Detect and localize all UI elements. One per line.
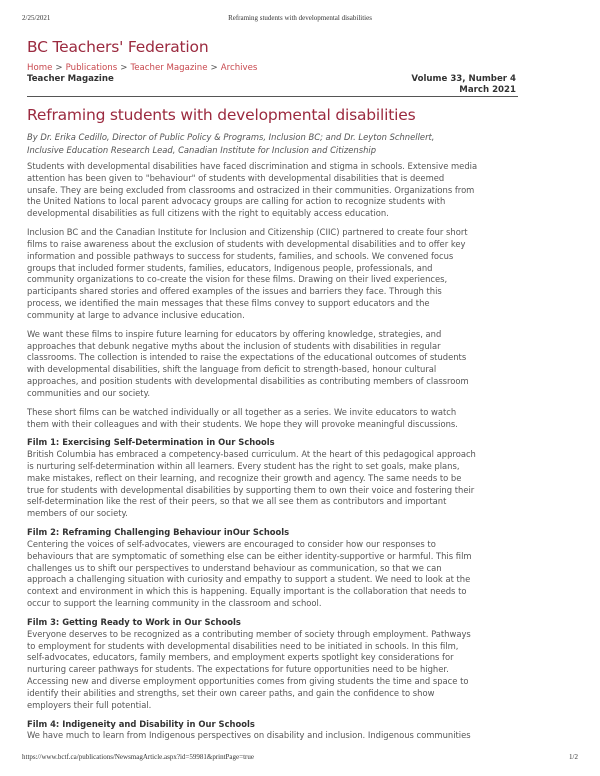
paragraph-line: employers their full potential. — [27, 699, 152, 710]
paragraph-line: with developmental disabilities, shift the language from deficit to strength-based, honour cultural — [27, 364, 437, 375]
film-heading: Film 3: Getting Ready to Work in Our Schools — [27, 617, 241, 628]
paragraph-line: behaviours that are symptomatic of something else can be either identity-supportive or harmful. This film — [27, 550, 472, 561]
byline — [27, 131, 434, 156]
breadcrumb — [27, 63, 257, 74]
paragraph-line: identify their abilities and strengths, set their own career paths, and gain the confidence to show — [27, 687, 435, 698]
paragraph-line: developmental disabilities as full citizens with the right to equitably access education. — [27, 208, 389, 219]
paragraph-line: approach a challenging situation with curiosity and empathy to support a student. We need to look at the — [27, 574, 471, 585]
paragraph-line: self-advocates, educators, family members, and employment experts spotlight key considerations for — [27, 652, 454, 663]
paragraph-line: British Columbia has embraced a competency-based curriculum. At the heart of this pedagogical approach — [27, 449, 476, 460]
print-title: Reframing students with developmental disabilities — [228, 14, 372, 22]
paragraph-line: Everyone deserves to be recognized as a contributing member of society through employment. Pathways — [27, 628, 471, 639]
paragraph — [27, 407, 522, 431]
paragraph-line: nurturing career pathways for students. The expectations for future opportunities need to be higher. — [27, 664, 449, 675]
paragraph-line: the United Nations to local parent advocacy groups are calling for action to recognize students with — [27, 196, 446, 207]
article-title: Reframing students with developmental disabilities — [27, 106, 416, 124]
paragraph-line: true for students with developmental disabilities by supporting them to own their voice and fostering their — [27, 484, 475, 495]
paragraph-line: We want these films to inspire future learning for educators by offering knowledge, strategies, and — [27, 328, 442, 339]
film-heading: Film 4: Indigeneity and Disability in Our Schools — [27, 718, 255, 729]
paragraph-line: attention has been given to "behaviour" of students with developmental disabilities that is deemed — [27, 172, 445, 183]
paragraph-line: communities and our society. — [27, 387, 151, 398]
paragraph-line: to employment for students with developmental disabilities need to be initiated in schools. In this film, — [27, 640, 459, 651]
breadcrumb-publications[interactable]: Publications — [65, 63, 118, 73]
paragraph-line: make mistakes, reflect on their learning, and recognize their growth and agency. The same needs to be — [27, 472, 462, 483]
paragraph-line: Centering the voices of self-advocates, viewers are encouraged to consider how our responses to — [27, 539, 436, 550]
paragraph-line: challenges us to shift our perspectives to understand behaviour as communication, so that we can — [27, 562, 442, 573]
film-section — [27, 719, 522, 743]
paragraph-line: films to raise awareness about the exclusion of students with developmental disabilities and to offer key — [27, 238, 466, 249]
paragraph-line: self-determination like the rest of their peers, so that we all see them as contributors and important — [27, 496, 447, 507]
print-header — [22, 14, 578, 22]
paragraph-line: unsafe. They are being excluded from classrooms and ostracized in their communities. Organizations from — [27, 184, 475, 195]
byline-line: Inclusive Education Research Lead, Canadian Institute for Inclusion and Citizenship — [27, 144, 377, 155]
issue-date: March 2021 — [459, 84, 516, 95]
paragraph-line: approaches that debunk negative myths about the inclusion of students with disabilities in regular — [27, 340, 441, 351]
paragraph-line: community at large to advance inclusive education. — [27, 309, 245, 320]
film-heading: Film 1: Exercising Self-Determination in Our Schools — [27, 437, 275, 448]
paragraph-line: approaches, and position students with developmental disabilities as contributing members of classroom — [27, 375, 469, 386]
paragraph-line: members of our society. — [27, 508, 128, 519]
print-url: https://www.bctf.ca/publications/NewsmagArticle.aspx?id=59981&printPage=true — [22, 753, 254, 761]
paragraph-line: participants shared stories and offered examples of the issues and barriers they face. Through this — [27, 286, 442, 297]
film-description — [27, 629, 522, 712]
paragraph-line: them with their colleagues and with their students. We hope they will provoke meaningful discussions. — [27, 418, 458, 429]
paragraph-line: process, we identified the main messages that these films convey to support educators and the — [27, 297, 430, 308]
breadcrumb-teacher-magazine[interactable]: Teacher Magazine — [130, 63, 208, 73]
breadcrumb-home[interactable]: Home — [27, 63, 53, 73]
print-footer — [22, 753, 578, 761]
article-body — [27, 161, 522, 749]
divider — [27, 96, 518, 97]
paragraph-line: community organizations to co-create the vision for these films. Drawing on their lived experiences, — [27, 274, 448, 285]
paragraph-line: classrooms. The collection is intended to raise the expectations of the educational outcomes of students — [27, 352, 467, 363]
film-section — [27, 437, 522, 520]
page-number: 1/2 — [569, 753, 578, 761]
film-description — [27, 730, 522, 742]
paragraph-line: Accessing new and diverse employment opportunities comes from giving students the time and space to — [27, 676, 469, 686]
breadcrumb-archives[interactable]: Archives — [220, 63, 258, 73]
volume-number: Volume 33, Number 4 — [411, 74, 516, 84]
film-description — [27, 539, 522, 610]
film-heading: Film 2: Reframing Challenging Behaviour inOur Schools — [27, 527, 290, 538]
magazine-name: Teacher Magazine — [27, 74, 114, 84]
breadcrumb-separator: > — [120, 63, 128, 73]
paragraph-line: information and possible pathways to success for students, families, and schools. We convened focus — [27, 250, 454, 261]
breadcrumb-separator: > — [210, 63, 218, 73]
issue-info — [411, 74, 516, 95]
site-title[interactable]: BC Teachers' Federation — [27, 38, 209, 56]
paragraph — [27, 161, 522, 220]
paragraph-line: We have much to learn from Indigenous perspectives on disability and inclusion. Indigenous communities — [27, 730, 471, 741]
paragraph-line: These short films can be watched individually or all together as a series. We invite educators to watch — [27, 406, 457, 417]
paragraph — [27, 329, 522, 400]
paragraph — [27, 227, 522, 321]
paragraph-line: occur to support the learning community in the classroom and school. — [27, 598, 322, 609]
paragraph-line: Inclusion BC and the Canadian Institute for Inclusion and Citizenship (CIIC) partnered to create four short — [27, 227, 468, 238]
breadcrumb-separator: > — [55, 63, 63, 73]
film-section — [27, 617, 522, 711]
paragraph-line: groups that included former students, families, educators, Indigenous people, professionals, and — [27, 262, 433, 273]
print-date: 2/25/2021 — [22, 14, 51, 22]
paragraph-line: is nurturing self-determination within all learners. Every student has the right to set goals, make plans, — [27, 461, 460, 472]
paragraph-line: context and environment in which this is happening. Equally important is the collaboration that needs to — [27, 586, 467, 597]
paragraph-line: Students with developmental disabilities have faced discrimination and stigma in schools. Extensive media — [27, 161, 478, 171]
film-description — [27, 449, 522, 520]
byline-line: By Dr. Erika Cedillo, Director of Public Policy & Programs, Inclusion BC; and Dr. Leyton Schnellert, — [27, 132, 435, 142]
film-section — [27, 527, 522, 610]
